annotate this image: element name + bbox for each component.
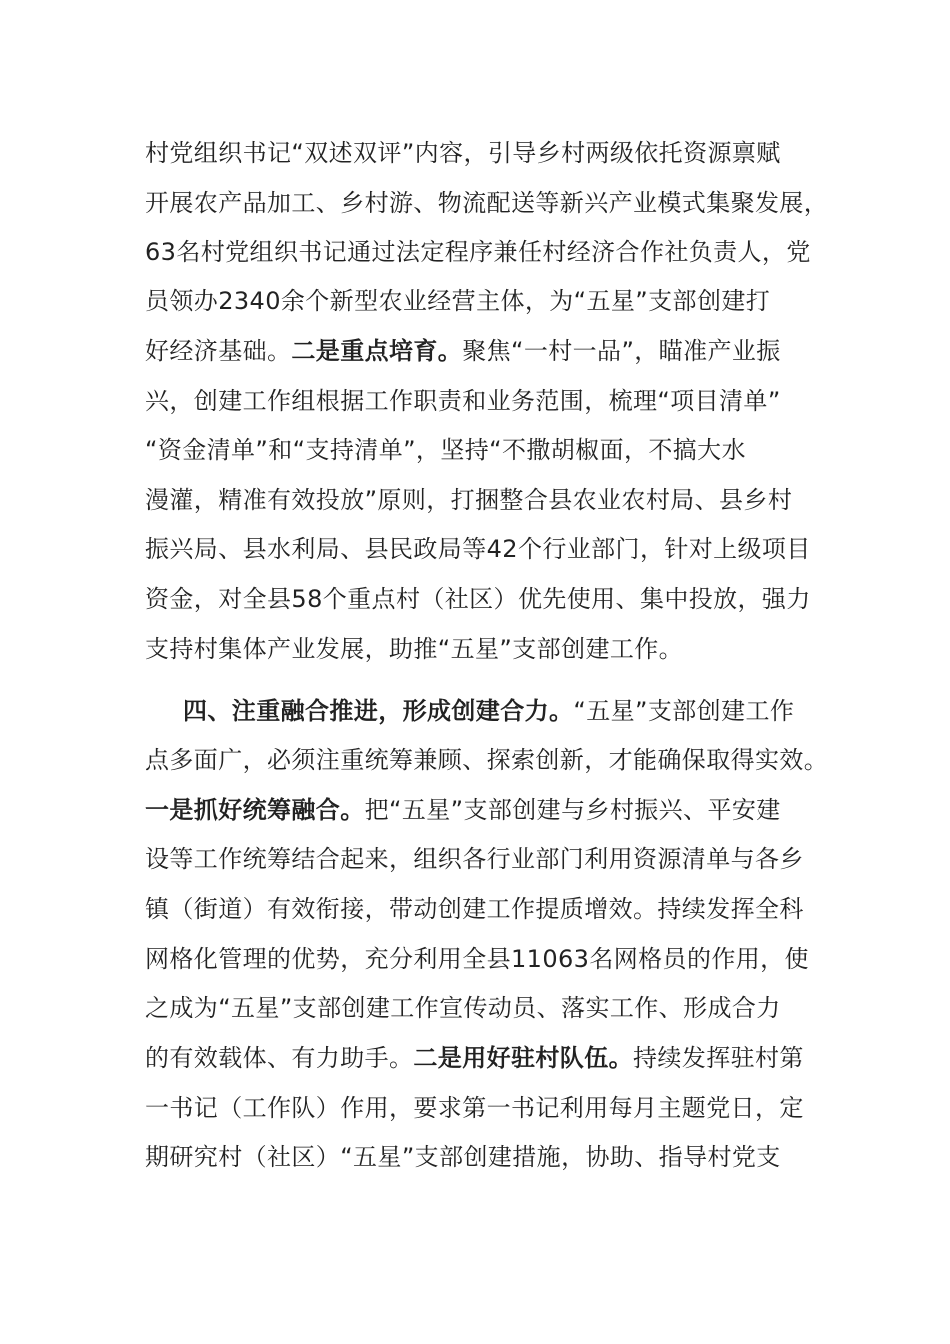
text-run: 聚焦“一村一品”，瞄准产业振 <box>462 337 781 365</box>
bold-subheading: 二是重点培育。 <box>291 337 463 365</box>
text-line: 漫灌，精准有效投放”原则，打捆整合县农业农村局、县乡村 <box>145 486 793 514</box>
text-line <box>145 326 781 376</box>
text-line: 开展农产品加工、乡村游、物流配送等新兴产业模式集聚发展， <box>145 189 829 217</box>
text-line: 网格化管理的优势，充分利用全县11063名网格员的作用，使 <box>145 945 809 973</box>
text-run: “五星”支部创建工作 <box>573 697 795 725</box>
text-line: 资金，对全县58个重点村（社区）优先使用、集中投放，强力 <box>145 585 811 613</box>
text-line <box>145 785 781 835</box>
text-line: 期研究村（社区）“五星”支部创建措施，协助、指导村党支 <box>145 1143 781 1171</box>
section-heading: 四、注重融合推进，形成创建合力。 <box>183 697 574 725</box>
text-line: 支持村集体产业发展，助推“五星”支部创建工作。 <box>145 635 684 663</box>
text-line: 振兴局、县水利局、县民政局等42个行业部门，针对上级项目 <box>145 535 811 563</box>
text-line: 设等工作统筹结合起来，组织各行业部门利用资源清单与各乡 <box>145 845 804 873</box>
text-line: 点多面广，必须注重统筹兼顾、探索创新，才能确保取得实效。 <box>145 746 829 774</box>
text-line: 之成为“五星”支部创建工作宣传动员、落实工作、形成合力 <box>145 994 781 1022</box>
text-line: 镇（街道）有效衔接，带动创建工作提质增效。持续发挥全科 <box>145 895 804 923</box>
text-line: 村党组织书记“双述双评”内容，引导乡村两级依托资源禀赋 <box>145 139 781 167</box>
text-run: 持续发挥驻村第 <box>633 1044 804 1072</box>
bold-subheading: 一是抓好统筹融合。 <box>145 796 365 824</box>
text-run: 的有效载体、有力助手。 <box>145 1044 414 1072</box>
text-line: “资金清单”和“支持清单”，坚持“不撒胡椒面，不搞大水 <box>145 436 746 464</box>
text-run: 把“五星”支部创建与乡村振兴、平安建 <box>364 796 781 824</box>
text-line: 一书记（工作队）作用，要求第一书记利用每月主题党日，定 <box>145 1094 804 1122</box>
text-line: 兴，创建工作组根据工作职责和业务范围，梳理“项目清单” <box>145 387 781 415</box>
text-line <box>183 686 794 736</box>
text-line <box>145 1033 804 1083</box>
bold-subheading: 二是用好驻村队伍。 <box>413 1044 634 1072</box>
text-line: 员领办2340余个新型农业经营主体，为“五星”支部创建打 <box>145 287 771 315</box>
text-run: 好经济基础。 <box>145 337 292 365</box>
text-line: 63名村党组织书记通过法定程序兼任村经济合作社负责人，党 <box>145 238 811 266</box>
